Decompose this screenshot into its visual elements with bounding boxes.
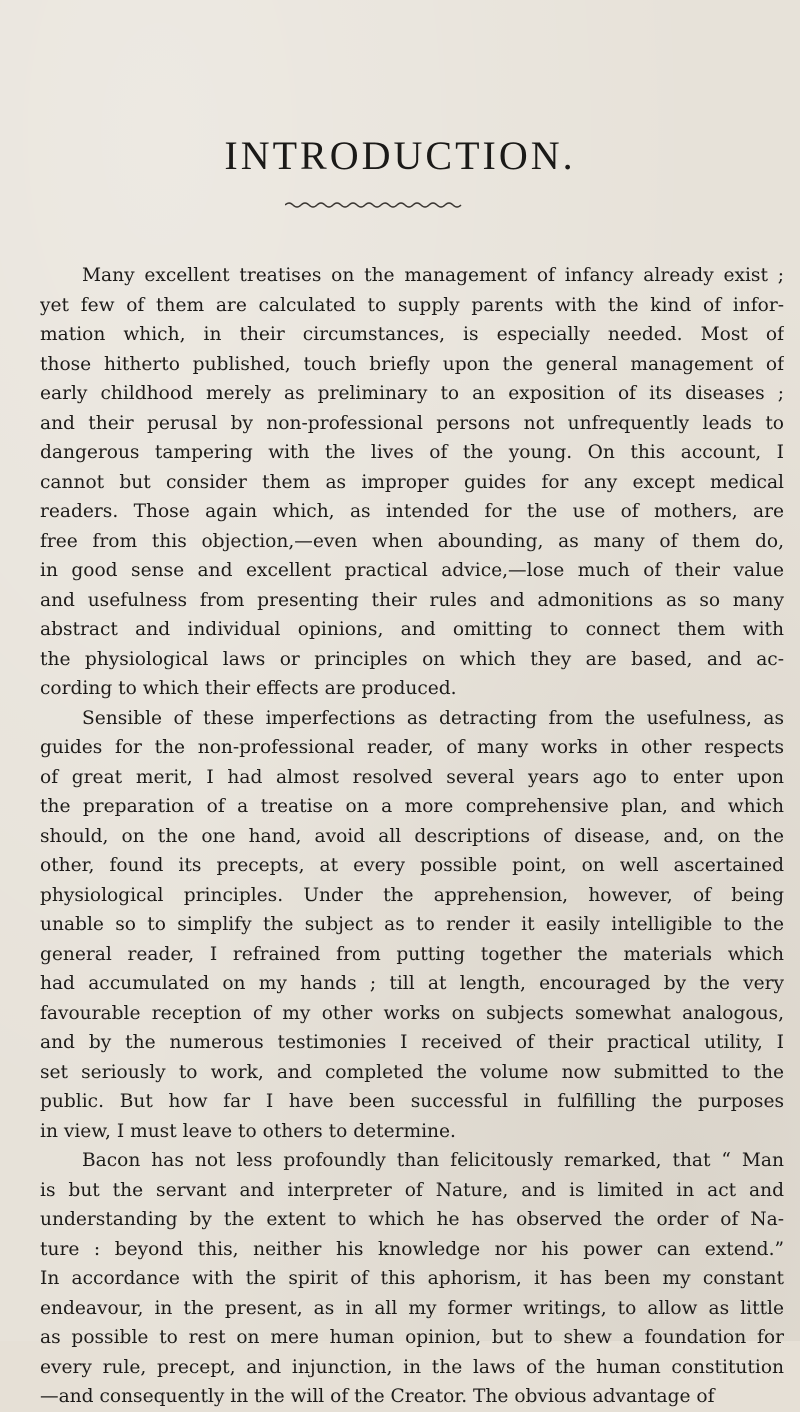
text-line: unable so to simplify the subject as to render it easily intelligible to the	[40, 914, 784, 935]
page-title: INTRODUCTION.	[224, 133, 576, 178]
text-line: is but the servant and interpreter of Nature, and is limited in act and	[40, 1179, 784, 1201]
text-line: of great merit, I had almost resolved several years ago to enter upon	[40, 766, 784, 788]
text-line: endeavour, in the present, as in all my former writings, to allow as little	[40, 1297, 784, 1319]
text-line: and by the numerous testimonies I received of their practical utility, I	[40, 1032, 784, 1053]
text-line: those hitherto published, touch briefly upon the general management of	[40, 353, 784, 375]
text-line: general reader, I refrained from putting together the materials which	[40, 943, 784, 965]
text-line: public. But how far I have been successful in fulfilling the purposes	[40, 1091, 784, 1112]
text-line: yet few of them are calculated to supply parents with the kind of infor-	[40, 294, 784, 316]
text-line: cannot but consider them as improper guides for any except medical	[40, 471, 784, 493]
text-line: Sensible of these imperfections as detracting from the usefulness, as	[82, 707, 784, 729]
text-line: the physiological laws or principles on which they are based, and ac-	[40, 648, 784, 670]
text-line: readers. Those again which, as intended for the use of mothers, are	[40, 501, 784, 522]
text-line: in good sense and excellent practical advice,—lose much of their value	[40, 560, 784, 581]
text-line: understanding by the extent to which he has observed the order of Na-	[40, 1209, 784, 1230]
text-line: and usefulness from presenting their rules and admonitions as so many	[40, 589, 784, 611]
text-line: abstract and individual opinions, and omitting to connect them with	[40, 619, 784, 640]
text-line: other, found its precepts, at every possible point, on well ascertained	[40, 855, 784, 876]
text-line: —and consequently in the will of the Creator. The obvious advantage of	[40, 1386, 715, 1407]
text-line: the preparation of a treatise on a more comprehensive plan, and which	[40, 796, 784, 817]
text-line: dangerous tampering with the lives of the young. On this account, I	[40, 442, 784, 463]
text-line: set seriously to work, and completed the volume now submitted to the	[40, 1061, 784, 1083]
text-line: and their perusal by non-professional persons not unfrequently leads to	[40, 412, 784, 434]
text-line: in view, I must leave to others to determine.	[40, 1120, 456, 1142]
text-line: physiological principles. Under the apprehension, however, of being	[40, 884, 784, 906]
text-line: had accumulated on my hands ; till at length, encouraged by the very	[40, 973, 784, 994]
text-line: as possible to rest on mere human opinion, but to shew a foundation for	[40, 1327, 784, 1348]
text-line: should, on the one hand, avoid all descriptions of disease, and, on the	[40, 825, 784, 847]
text-line: guides for the non-professional reader, of many works in other respects	[40, 737, 784, 758]
text-line: Many excellent treatises on the management of infancy already exist ;	[82, 265, 784, 286]
text-line: cording to which their effects are produced.	[40, 678, 457, 699]
text-line: In accordance with the spirit of this aphorism, it has been my constant	[40, 1268, 784, 1289]
text-line: Bacon has not less profoundly than felicitously remarked, that “ Man	[82, 1150, 784, 1171]
text-line: ture : beyond this, neither his knowledge nor his power can extend.”	[40, 1238, 784, 1260]
text-line: mation which, in their circumstances, is especially needed. Most of	[40, 324, 784, 345]
text-line: every rule, precept, and injunction, in the laws of the human constitution	[40, 1356, 784, 1378]
decorative-rule	[285, 200, 465, 210]
text-line: free from this objection,—even when abounding, as many of them do,	[40, 530, 784, 552]
text-line: favourable reception of my other works on subjects somewhat analogous,	[40, 1002, 784, 1024]
text-line: early childhood merely as preliminary to an exposition of its diseases ;	[40, 383, 784, 404]
body-text	[40, 261, 784, 1412]
